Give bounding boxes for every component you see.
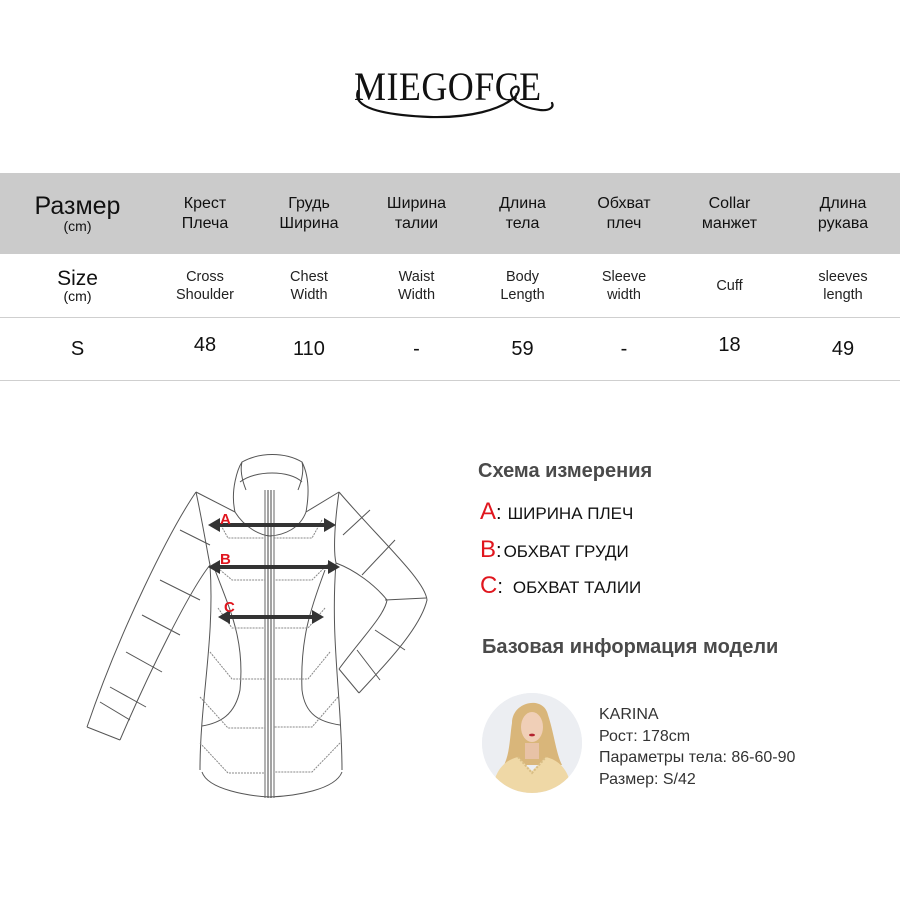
header-body-length-ru: Длина тела: [499, 194, 546, 232]
header-waist-width-ru: Ширина талии: [386, 194, 447, 232]
legend-colon: :: [496, 502, 502, 524]
marker-c: C: [224, 599, 235, 616]
legend-label-a: ШИРИНА ПЛЕЧ: [507, 504, 634, 523]
header-sleeve-width-en: Sleeve width: [601, 268, 647, 303]
header-sleeve-length-en: sleeves length: [818, 268, 868, 303]
legend-item-c: [480, 572, 641, 600]
model-details: [599, 704, 795, 790]
header-body-length-en: Body Length: [500, 268, 545, 303]
header-cuff-en: Cuff: [716, 277, 743, 294]
table-header-en: [0, 254, 900, 318]
model-name: KARINA: [599, 706, 659, 723]
model-info-title: Базовая информация модели: [482, 636, 779, 658]
logo-text: MIEGOFCE: [354, 64, 542, 109]
model-portrait-icon: [482, 693, 582, 793]
legend-letter-b: B: [480, 536, 497, 563]
legend-colon: :: [497, 576, 503, 598]
sleeve-length-value: 49: [831, 337, 855, 360]
legend-letter-a: A: [480, 498, 497, 525]
cuff-value: 18: [718, 333, 741, 356]
legend-colon: :: [496, 540, 502, 562]
header-waist-width-en: Waist Width: [397, 268, 436, 303]
header-size-en: [0, 266, 155, 304]
header-chest-width-ru: Грудь Ширина: [279, 194, 339, 232]
marker-a: A: [220, 511, 231, 528]
brand-logo: [340, 55, 560, 135]
table-header-ru: [0, 173, 900, 254]
marker-b: B: [220, 551, 231, 568]
legend-item-b: [480, 536, 629, 564]
model-body-params: Параметры тела: 86-60-90: [599, 749, 796, 766]
model-height: Рост: 178cm: [599, 727, 691, 745]
header-size-unit-en: (cm): [63, 287, 92, 304]
chest-width-value: 110: [293, 337, 325, 360]
header-size-ru: [0, 193, 155, 234]
model-size: Размер: S/42: [599, 770, 696, 788]
sleeve-width-value: -: [620, 337, 628, 360]
legend-label-b: ОБХВАТ ГРУДИ: [503, 542, 629, 561]
legend-label-c: ОБХВАТ ТАЛИИ: [512, 578, 642, 597]
header-sleeve-length-ru: Длина рукава: [817, 194, 869, 232]
header-size-label: Размер: [34, 192, 121, 220]
header-size-unit: (cm): [63, 218, 92, 234]
header-size-label-en: Size: [57, 266, 98, 290]
header-chest-width-en: Chest Width: [290, 268, 328, 303]
size-value: S: [70, 337, 85, 360]
jacket-measurement-diagram: [80, 440, 440, 860]
header-sleeve-width-ru: Обхват плеч: [597, 194, 651, 232]
table-row: [0, 318, 900, 381]
legend-item-a: [480, 498, 633, 526]
model-avatar: [482, 693, 582, 793]
jacket-outline-icon: [80, 440, 440, 860]
waist-width-value: -: [413, 337, 420, 360]
logo-swash-icon: [340, 55, 560, 135]
body-length-value: 59: [511, 337, 534, 360]
measurement-scheme-title: Схема измерения: [478, 460, 653, 482]
cross-shoulder-value: 48: [193, 333, 217, 356]
header-cross-shoulder-ru: Крест Плеча: [181, 194, 229, 232]
header-cuff-ru: Collar манжет: [701, 194, 758, 232]
size-table: [0, 173, 900, 381]
legend-letter-c: C: [480, 572, 498, 599]
header-cross-shoulder-en: Cross Shoulder: [175, 268, 235, 303]
